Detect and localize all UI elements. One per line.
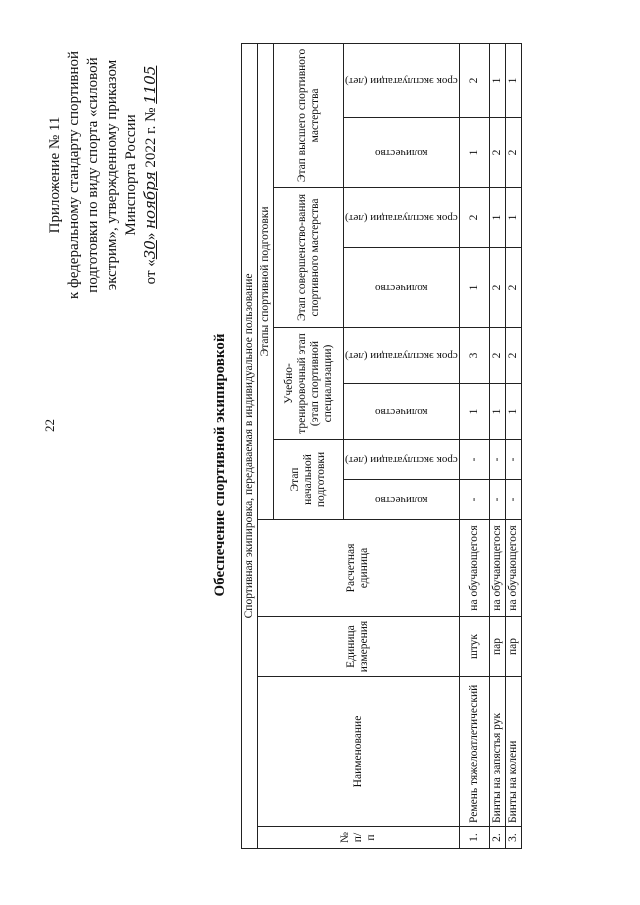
row-unit: штук — [459, 617, 489, 677]
date-day: 30 — [141, 240, 159, 260]
header-stage-2: Учебно-тренировочный этап (этап спортивной специализации) — [274, 328, 344, 440]
cell: - — [459, 440, 489, 480]
row-num: 1. — [459, 827, 489, 849]
row-unit: пар — [505, 617, 521, 677]
sub-qty-4: количество — [344, 118, 460, 188]
row-name: Ремень тяжелоатлетический — [459, 677, 489, 827]
cell: 2 — [489, 248, 505, 328]
header-stage-3: Этап совершенство-вания спортивного мастерства — [274, 188, 344, 328]
row-name: Бинты на колени — [505, 677, 521, 827]
cell: 1 — [459, 248, 489, 328]
page-number: 22 — [42, 419, 57, 432]
cell: 1 — [489, 188, 505, 248]
approval-block — [46, 25, 161, 325]
date-mid: » — [143, 228, 159, 241]
sub-qty-2: количество — [344, 384, 460, 440]
document-title: Обеспечение спортивной экипировкой — [212, 333, 228, 597]
approval-line-1: Приложение № 11 — [47, 116, 63, 234]
cell: 1 — [505, 384, 521, 440]
table-row — [489, 43, 505, 848]
cell: 2 — [459, 43, 489, 117]
table-row — [459, 43, 489, 848]
header-stages: Этапы спортивной подготовки — [258, 43, 274, 519]
cell: 1 — [489, 384, 505, 440]
header-unit: Единица измерения — [258, 617, 460, 677]
cell: 1 — [459, 118, 489, 188]
cell: 3 — [459, 328, 489, 384]
approval-date — [141, 25, 161, 325]
cell: 1 — [489, 43, 505, 117]
row-calc: на обучающегося — [489, 520, 505, 617]
cell: 2 — [459, 188, 489, 248]
date-prefix: от « — [143, 259, 159, 285]
approval-line-3: подготовки по виду спорта «силовой — [85, 57, 101, 293]
header-num: № п/п — [258, 827, 460, 849]
cell: - — [489, 440, 505, 480]
approval-line-2: к федеральному стандарту спортивной — [66, 50, 82, 300]
sub-term-3: срок эксплуатации (лет) — [344, 188, 460, 248]
row-name: Бинты на запястья рук — [489, 677, 505, 827]
cell: - — [489, 480, 505, 520]
cell: 2 — [505, 118, 521, 188]
cell: 1 — [505, 43, 521, 117]
sub-qty-1: количество — [344, 480, 460, 520]
header-name: Наименование — [258, 677, 460, 827]
cell: 2 — [489, 328, 505, 384]
row-num: 3. — [505, 827, 521, 849]
cell: - — [505, 440, 521, 480]
approval-line-4: экстрим», утвержденному приказом — [104, 59, 120, 291]
cell: 1 — [459, 384, 489, 440]
date-month: ноября — [141, 171, 159, 229]
equipment-table — [241, 43, 522, 849]
cell: 2 — [489, 118, 505, 188]
sub-term-2: срок эксплуатации (лет) — [344, 328, 460, 384]
row-calc: на обучающегося — [505, 520, 521, 617]
cell: 2 — [505, 328, 521, 384]
sub-term-4: срок эксплуатации (лет) — [344, 43, 460, 117]
table-row — [505, 43, 521, 848]
header-calc: Расчетная единица — [258, 520, 460, 617]
row-unit: пар — [489, 617, 505, 677]
row-calc: на обучающегося — [459, 520, 489, 617]
sub-term-1: срок эксплуатации (лет) — [344, 440, 460, 480]
cell: - — [505, 480, 521, 520]
header-stage-1: Этап начальной подготовки — [274, 440, 344, 520]
order-number: 1105 — [141, 65, 159, 104]
cell: 1 — [505, 188, 521, 248]
approval-line-5: Минспорта России — [123, 114, 139, 236]
header-equipment: Спортивная экипировка, передаваемая в индивидуальное пользование — [242, 43, 258, 848]
header-stage-4: Этап высшего спортивного мастерства — [274, 43, 344, 187]
row-num: 2. — [489, 827, 505, 849]
cell: - — [459, 480, 489, 520]
sub-qty-3: количество — [344, 248, 460, 328]
rotated-document — [0, 25, 640, 905]
cell: 2 — [505, 248, 521, 328]
date-year: 2022 г. № — [143, 107, 159, 172]
